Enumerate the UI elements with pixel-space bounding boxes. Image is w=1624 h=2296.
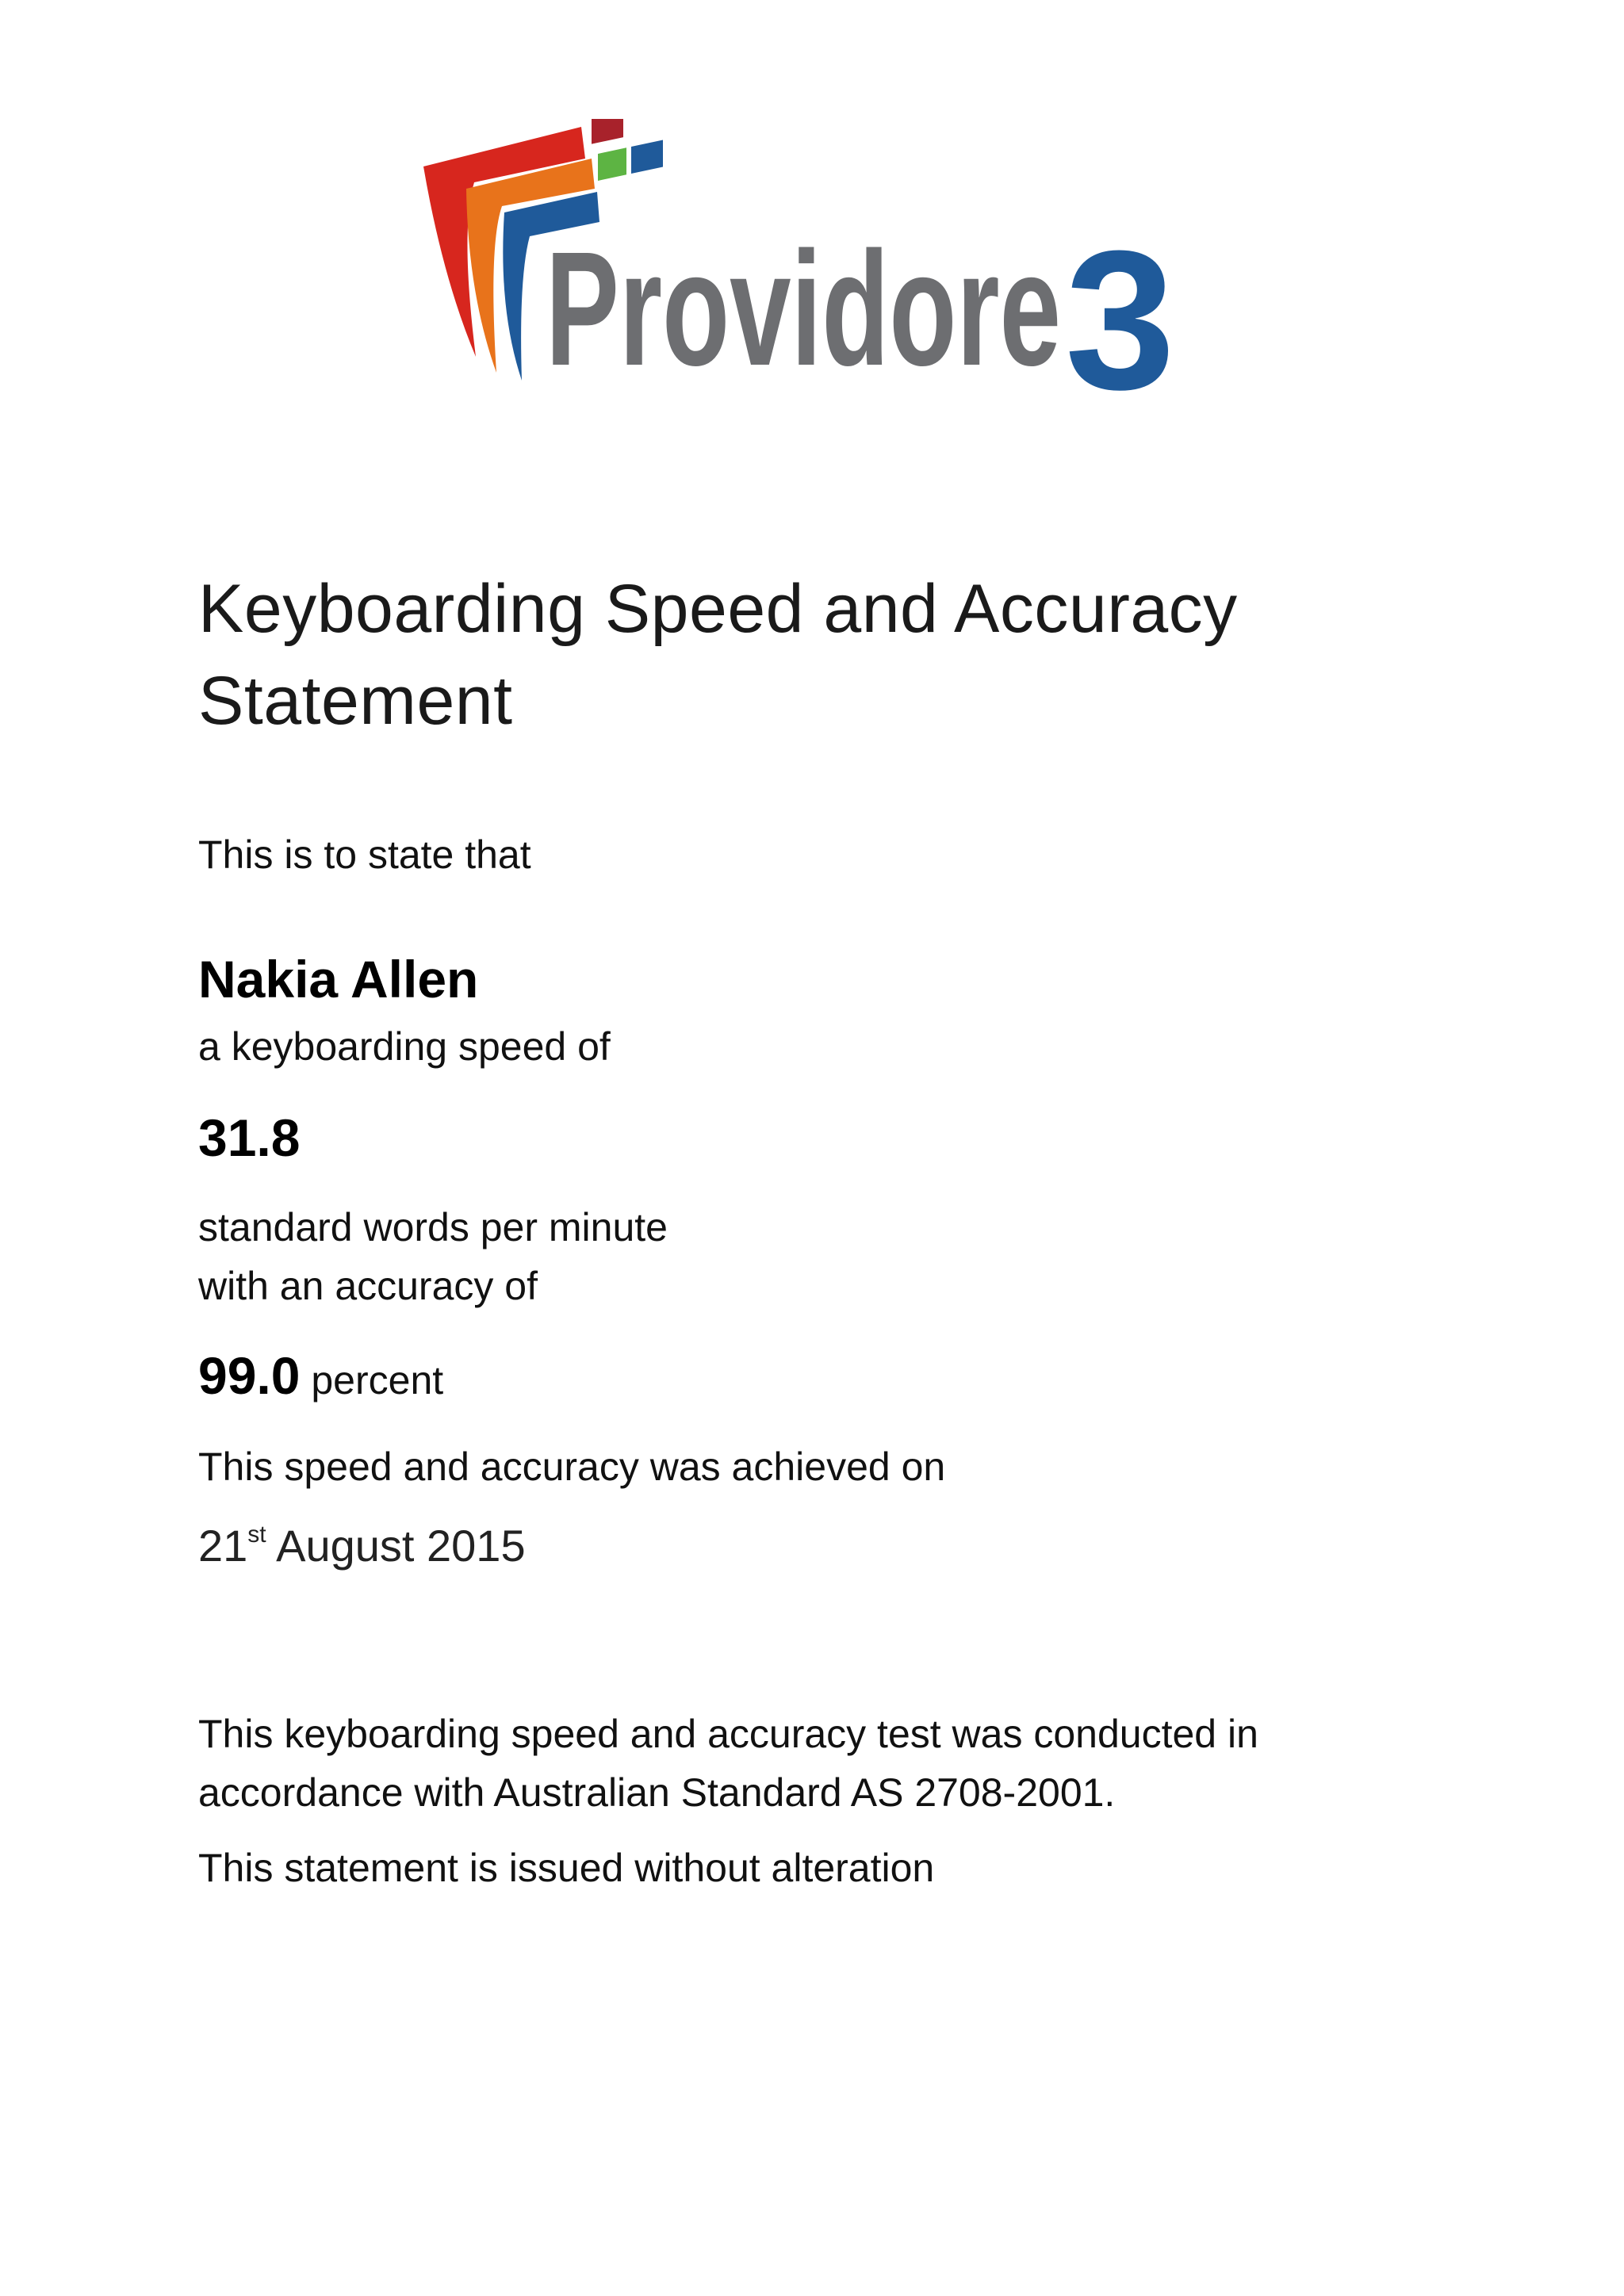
page-title (198, 563, 1308, 747)
providore-logo-graphic (419, 119, 1212, 396)
date-rest: August 2015 (276, 1521, 526, 1571)
achieved-label: This speed and accuracy was achieved on (198, 1445, 946, 1489)
speed-value: 31.8 (198, 1108, 301, 1167)
standard-line-2: accordance with Australian Standard AS 2708-2001. (198, 1770, 1116, 1815)
accuracy-row (198, 1344, 443, 1407)
accuracy-unit: percent (311, 1358, 444, 1402)
accuracy-label: with an accuracy of (198, 1264, 538, 1308)
logo-word-providore: Providore (546, 218, 1061, 396)
intro-text: This is to state that (198, 832, 531, 877)
logo-lightblue-block (631, 140, 663, 174)
standard-line-1: This keyboarding speed and accuracy test was conducted in (198, 1712, 1258, 1756)
logo-darkred-block (592, 119, 623, 144)
title-line-1: Keyboarding Speed and Accuracy (198, 571, 1238, 647)
issued-note: This statement is issued without alteration (198, 1846, 935, 1890)
candidate-name: Nakia Allen (198, 950, 479, 1008)
accuracy-value: 99.0 (198, 1346, 301, 1405)
title-line-2: Statement (198, 663, 513, 739)
providore-logo (419, 119, 1212, 396)
achieved-date (198, 1518, 526, 1574)
date-suffix: st (247, 1521, 266, 1548)
speed-label: a keyboarding speed of (198, 1024, 611, 1069)
date-day: 21 (198, 1521, 248, 1571)
logo-numeral-3: 3 (1065, 209, 1176, 396)
standard-compliance-text (198, 1705, 1467, 1822)
logo-green-block (598, 147, 626, 181)
speed-unit: standard words per minute (198, 1205, 668, 1249)
